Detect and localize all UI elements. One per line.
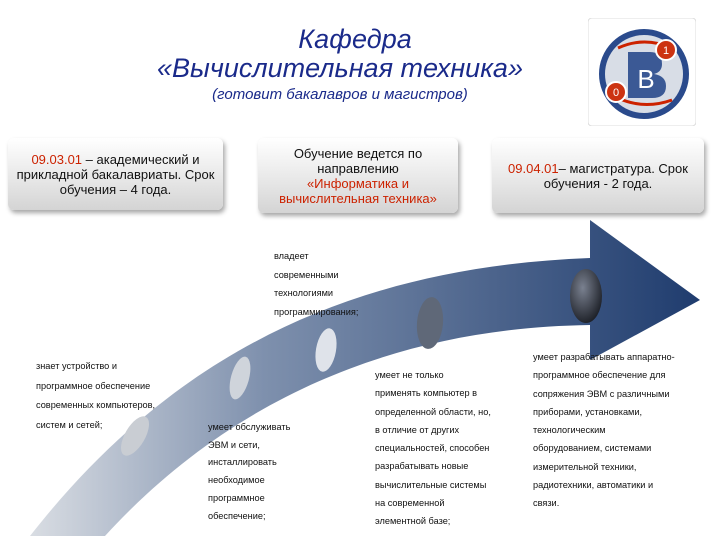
logo-letter: B: [637, 64, 655, 94]
skill-line: умеет обслуживать: [208, 422, 291, 432]
page-title-line1: Кафедра: [298, 24, 412, 54]
skill-line: современными: [274, 269, 339, 280]
skill-line: ЭВМ и сети,: [208, 439, 260, 450]
skill-line: элементной базе;: [375, 516, 451, 527]
skill-line: приборами, установками,: [533, 406, 643, 417]
skill-block-1: [36, 357, 155, 435]
skill-line: обеспечение;: [208, 510, 266, 521]
skill-block-4: [533, 348, 675, 513]
direction-line2: «Информатика и вычислительная техника»: [279, 175, 437, 206]
milestone-dot-5: [570, 269, 602, 323]
skill-line: специальностей, способен: [375, 443, 490, 454]
direction-line1: Обучение ведется по направлению: [293, 145, 423, 176]
skill-line: измерительной техники,: [533, 461, 637, 472]
skill-line: умеет разрабатывать аппаратно-: [533, 352, 675, 362]
skill-line: вычислительные системы: [375, 479, 487, 490]
skill-line: разрабатывать новые: [375, 461, 469, 472]
skill-block-2: [208, 419, 290, 525]
master-description: – магистратура. Срок обучения - 2 года.: [543, 160, 688, 191]
skill-line: связи.: [533, 498, 560, 509]
page-title-line2: «Вычислительная техника»: [157, 53, 523, 83]
skill-line: определенной области, но,: [375, 406, 491, 417]
skill-line: технологиями: [274, 288, 334, 298]
skill-block-5: [274, 247, 358, 321]
skill-line: технологическим: [533, 425, 606, 436]
logo-digit-bottom: 0: [612, 87, 620, 99]
skill-line: на современной: [375, 498, 445, 509]
skill-line: систем и сетей;: [36, 419, 103, 430]
skill-line: программное: [208, 492, 265, 503]
skill-line: применять компьютер в: [375, 388, 477, 399]
skill-line: умеет не только: [375, 370, 444, 380]
skill-line: необходимое: [208, 475, 265, 486]
bachelor-description: – академический и прикладной бакалавриаты. Срок обучения – 4 года.: [16, 151, 215, 197]
skill-line: программное обеспечение: [36, 380, 151, 391]
page-subtitle: (готовит бакалавров и магистров): [212, 86, 468, 103]
skill-line: современных компьютеров,: [36, 400, 156, 410]
skill-line: сопряжения ЭВМ с различными: [533, 388, 670, 399]
skill-line: программирования;: [274, 306, 359, 317]
skill-line: инсталлировать: [208, 457, 277, 468]
skill-line: в отличие от других: [375, 424, 460, 435]
skill-line: радиотехники, автоматики и: [533, 480, 654, 491]
master-code: 09.04.01: [508, 160, 559, 176]
skill-line: знает устройство и: [36, 361, 117, 371]
skill-block-3: [375, 366, 491, 531]
skill-line: владеет: [274, 251, 309, 261]
logo-digit-top: 1: [662, 45, 670, 57]
skill-line: программное обеспечение для: [533, 370, 666, 381]
skill-line: оборудованием, системами: [533, 443, 652, 454]
bachelor-code: 09.03.01: [31, 151, 83, 167]
